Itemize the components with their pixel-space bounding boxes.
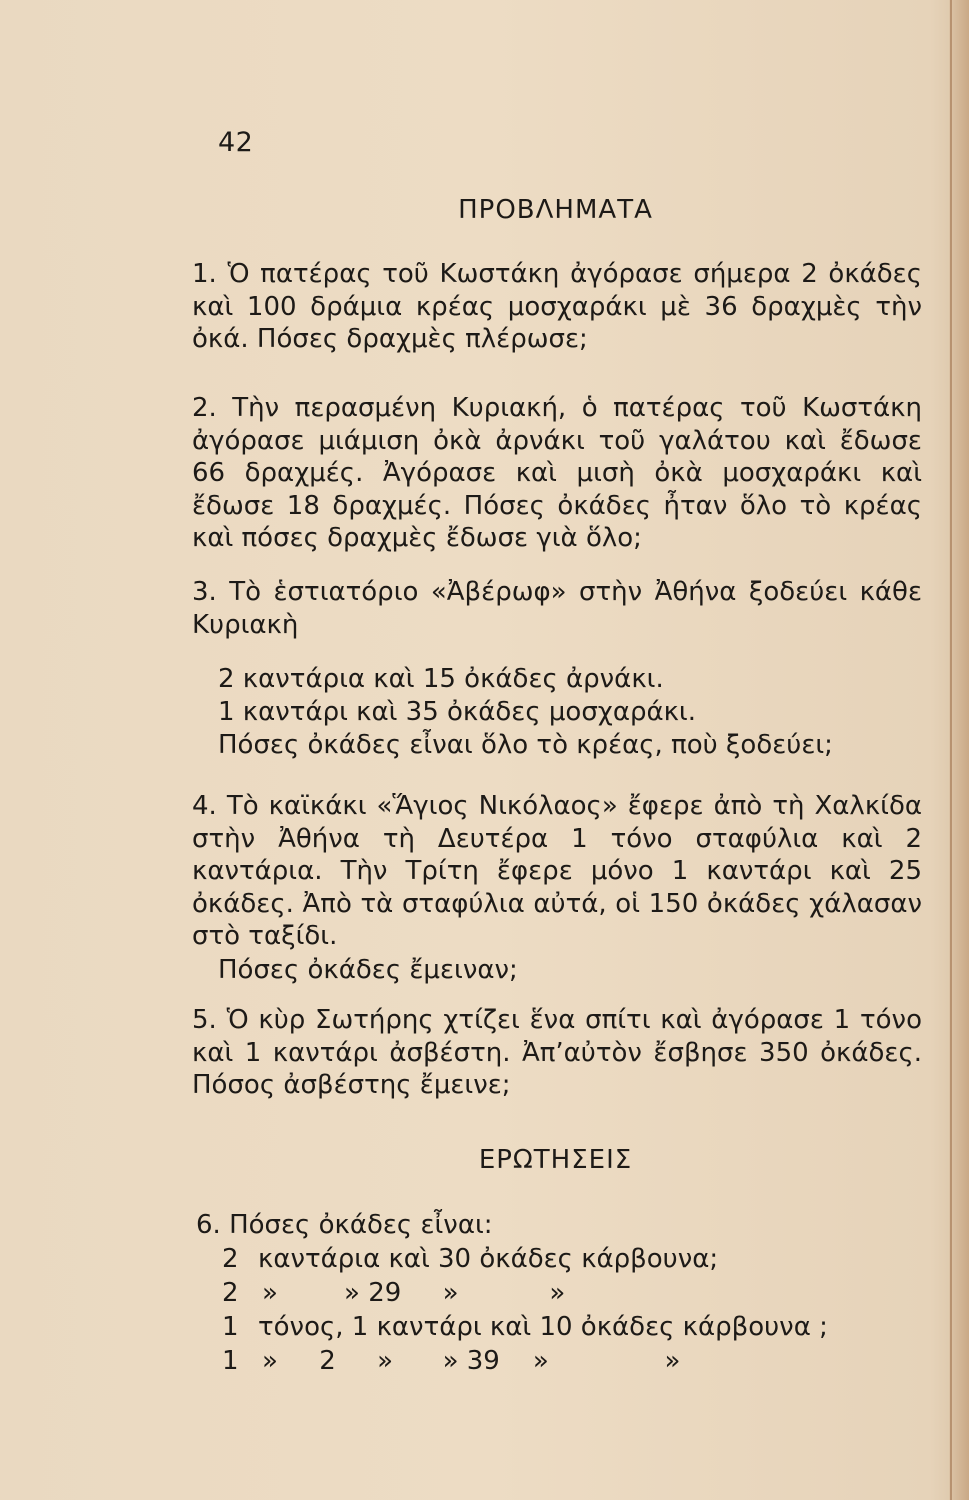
question-6-row-4-number: 1 (222, 1346, 239, 1376)
questions-heading: ΕΡΩΤΗΣΕΙΣ (478, 1145, 633, 1175)
page-number: 42 (218, 127, 254, 158)
question-6-row-4: » 2 » » 39 » » (262, 1346, 681, 1376)
problem-2: 2. Τὴν περασμένη Κυριακή, ὁ πατέρας τοῦ Κωστάκη ἀγόρασε μιάμιση ὀκὰ ἀρνάκι τοῦ γαλάτου καὶ ἔδωσε 66 δραχμές. Ἀγόρασε καὶ μισὴ ὀκὰ μοσχαράκι καὶ ἔδωσε 18 δραχμές. Πόσες ὀκάδες ἦταν ὅλο τὸ κρέας καὶ πόσες δραχμὲς ἔδωσε γιὰ ὅλο; (192, 393, 922, 553)
problem-1: 1. Ὁ πατέρας τοῦ Κωστάκη ἀγόρασε σήμερα 2 ὀκάδες καὶ 100 δράμια κρέας μοσχαράκι μὲ 36 δραχμὲς τὴν ὀκά. Πόσες δραχμὲς πλέρωσε; (192, 259, 922, 354)
page-edge (949, 0, 969, 1500)
problem-3-line-2: 1 καντάρι καὶ 35 ὀκάδες μοσχαράκι. (218, 697, 696, 727)
problems-heading: ΠΡΟΒΛΗΜΑΤΑ (458, 195, 653, 225)
question-6-row-2-number: 2 (222, 1278, 239, 1308)
problem-5: 5. Ὁ κὺρ Σωτήρης χτίζει ἕνα σπίτι καὶ ἀγόρασε 1 τόνο καὶ 1 καντάρι ἀσβέστη. Ἀπ’αὐτὸν ἔσβησε 350 ὀκάδες. Πόσος ἀσβέστης ἔμεινε; (192, 1005, 922, 1100)
question-6-row-3-number: 1 (222, 1312, 239, 1342)
question-6-intro: 6. Πόσες ὀκάδες εἶναι: (196, 1210, 493, 1240)
question-6-row-1: καντάρια καὶ 30 ὀκάδες κάρβουνα; (258, 1244, 719, 1274)
problem-4-question: Πόσες ὀκάδες ἔμειναν; (218, 955, 518, 985)
problem-4: 4. Τὸ καϊκάκι «Ἅγιος Νικόλαος» ἔφερε ἀπὸ τὴ Χαλκίδα στὴν Ἀθήνα τὴ Δευτέρα 1 τόνο σταφύλια καὶ 2 καντάρια. Τὴν Τρίτη ἔφερε μόνο 1 καντάρι καὶ 25 ὀκάδες. Ἀπὸ τὰ σταφύλια αὐτά, οἱ 150 ὀκάδες χάλασαν στὸ ταξίδι. (192, 791, 922, 951)
problem-3: 3. Τὸ ἑστιατόριο «Ἀβέρωφ» στὴν Ἀθήνα ξοδεύει κάθε Κυριακὴ (192, 577, 922, 640)
question-6-row-2: » » 29 » » (262, 1278, 566, 1308)
problem-3-line-1: 2 καντάρια καὶ 15 ὀκάδες ἀρνάκι. (218, 664, 664, 694)
binding-line (950, 0, 952, 1500)
problem-3-question: Πόσες ὀκάδες εἶναι ὅλο τὸ κρέας, ποὺ ξοδεύει; (218, 730, 833, 760)
question-6-row-3: τόνος, 1 καντάρι καὶ 10 ὀκάδες κάρβουνα ; (258, 1312, 828, 1342)
question-6-row-1-number: 2 (222, 1244, 239, 1274)
